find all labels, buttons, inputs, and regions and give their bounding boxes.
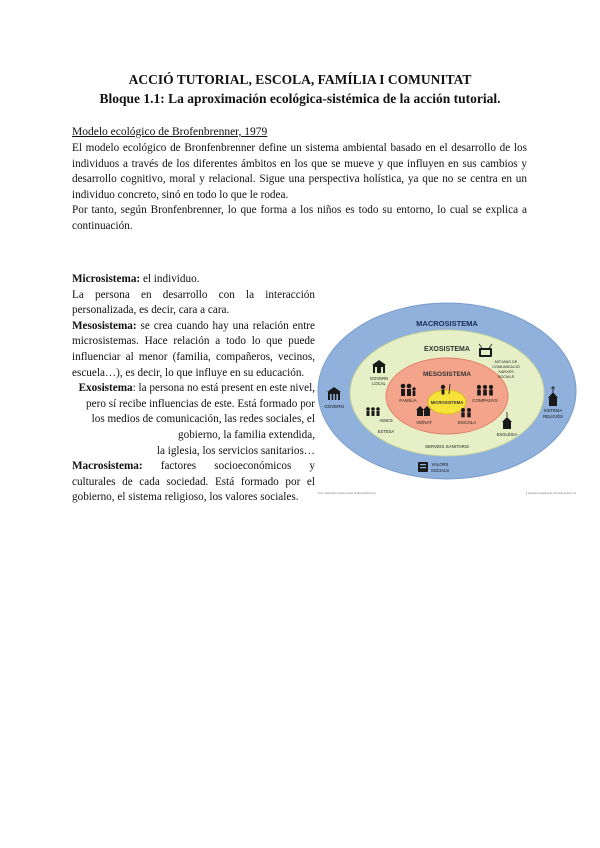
- mitjans-label-1: MITJANS DE: [494, 360, 518, 364]
- macrosystem-text: factores socioeconómicos y culturales de cada sociedad. Está formado por el gobierno, el sistema religioso, los valores sociales.: [72, 460, 315, 504]
- document-subtitle: Bloque 1.1: La aproximación ecológica-sistémica de la acción tutorial.: [99, 91, 501, 106]
- companys-label: COMPANYS: [472, 398, 498, 403]
- ecological-model-diagram: [316, 298, 578, 498]
- mesosystem-text: se crea cuando hay una relación entre microsistemas. Hace relación a todo lo que puede influenciar al menor (familia, compañeros, vecinos, escuela…), es decir, lo que influye en su educación.: [72, 319, 315, 379]
- intro-text: [72, 141, 527, 234]
- microsystem-definition-line: [72, 272, 315, 288]
- serveis-sanitaris-label: SERVEIS SANITARIS: [424, 444, 470, 449]
- intro-paragraph-1: El modelo ecológico de Bronfenbrenner define un sistema ambiental basado en el desarrollo de los individuos a través de los diferentes ámbitos en los que se mueve y que influyen en sus cambios y desarrollo cognitivo, moral y relacional. Sigue una perspectiva holística, ya que no se centra en un individuo concreto, sinó en todo lo que le rodea.: [72, 142, 527, 201]
- mesosystem-label: MESOSISTEMA: [422, 371, 472, 378]
- definitions-column: [72, 272, 315, 506]
- exosystem-definition: [72, 381, 315, 443]
- valors-socials-label-1: VALORS: [431, 462, 449, 467]
- govern-label: GOVERN: [324, 404, 344, 409]
- classmates-icon: [477, 385, 493, 396]
- section-heading: Modelo ecológico de Brofenbrenner, 1979: [72, 126, 268, 138]
- diagram-caption-right: Il·lustració creada amb recursos de lliure ús: [525, 492, 576, 495]
- familia-extensa-label-1: AMICS: [379, 418, 393, 423]
- sistema-religios-label-1: SISTEMA: [543, 408, 563, 413]
- macrosystem-definition: [72, 459, 315, 506]
- mesosystem-term: Mesosistema:: [72, 319, 137, 332]
- macrosystem-label: MACROSISTEMA: [416, 319, 478, 328]
- sistema-religios-label-2: RELIGIÓS: [543, 414, 563, 419]
- exosystem-text-2: la iglesia, los servicios sanitarios…: [156, 444, 315, 457]
- exosystem-term: Exosistema: [78, 382, 133, 395]
- mitjans-label-2: COMUNICACIÓ: [492, 365, 520, 369]
- intro-paragraph-2: Por tanto, según Bronfenbrenner, lo que forma a los niños es todo su entorno, lo cual se explica a continuación.: [72, 204, 527, 232]
- esglesia-label: ESGLÉSIA: [496, 432, 518, 437]
- mitjans-label-3: XARXES: [498, 370, 514, 374]
- microsystem-text-2: La persona en desarrollo con la interacción personalizada, es decir, cara a cara.: [72, 288, 315, 317]
- microsystem-text-1: el individuo.: [142, 273, 200, 285]
- govern-local-label-1: GOVERN: [369, 376, 389, 381]
- macrosystem-term: Macrosistema:: [72, 460, 143, 473]
- microsystem-label: MICROSISTEMA: [430, 400, 464, 405]
- document-title: ACCIÓ TUTORIAL, ESCOLA, FAMÍLIA I COMUNITAT: [128, 72, 472, 87]
- exosystem-label: EXOSISTEMA: [424, 346, 470, 353]
- valors-socials-label-2: SOCIALS: [430, 468, 450, 473]
- exosystem-text-1: : la persona no está present en este nivel, pero sí recibe influencias de este. Está formado por los medios de comunicación, las redes sociales, el gobierno, la familia extendida,: [86, 382, 315, 441]
- social-values-icon: [418, 462, 428, 472]
- microsystem-term: Microsistema:: [72, 273, 141, 285]
- mesosystem-definition: [72, 319, 315, 381]
- escola-label: ESCOLA: [457, 420, 477, 425]
- extended-family-icon: [366, 407, 380, 416]
- mitjans-label-4: SOCIALS: [497, 375, 515, 379]
- veinat-label: VEÏNAT: [416, 420, 432, 425]
- familia-label: FAMÍLIA: [399, 398, 417, 403]
- diagram-caption-left: Font: elaboració pròpia a partir de Bronfenbrenner: [318, 492, 376, 495]
- govern-local-label-2: LOCAL: [372, 381, 386, 386]
- familia-extensa-label-2: ESTESA: [377, 429, 395, 434]
